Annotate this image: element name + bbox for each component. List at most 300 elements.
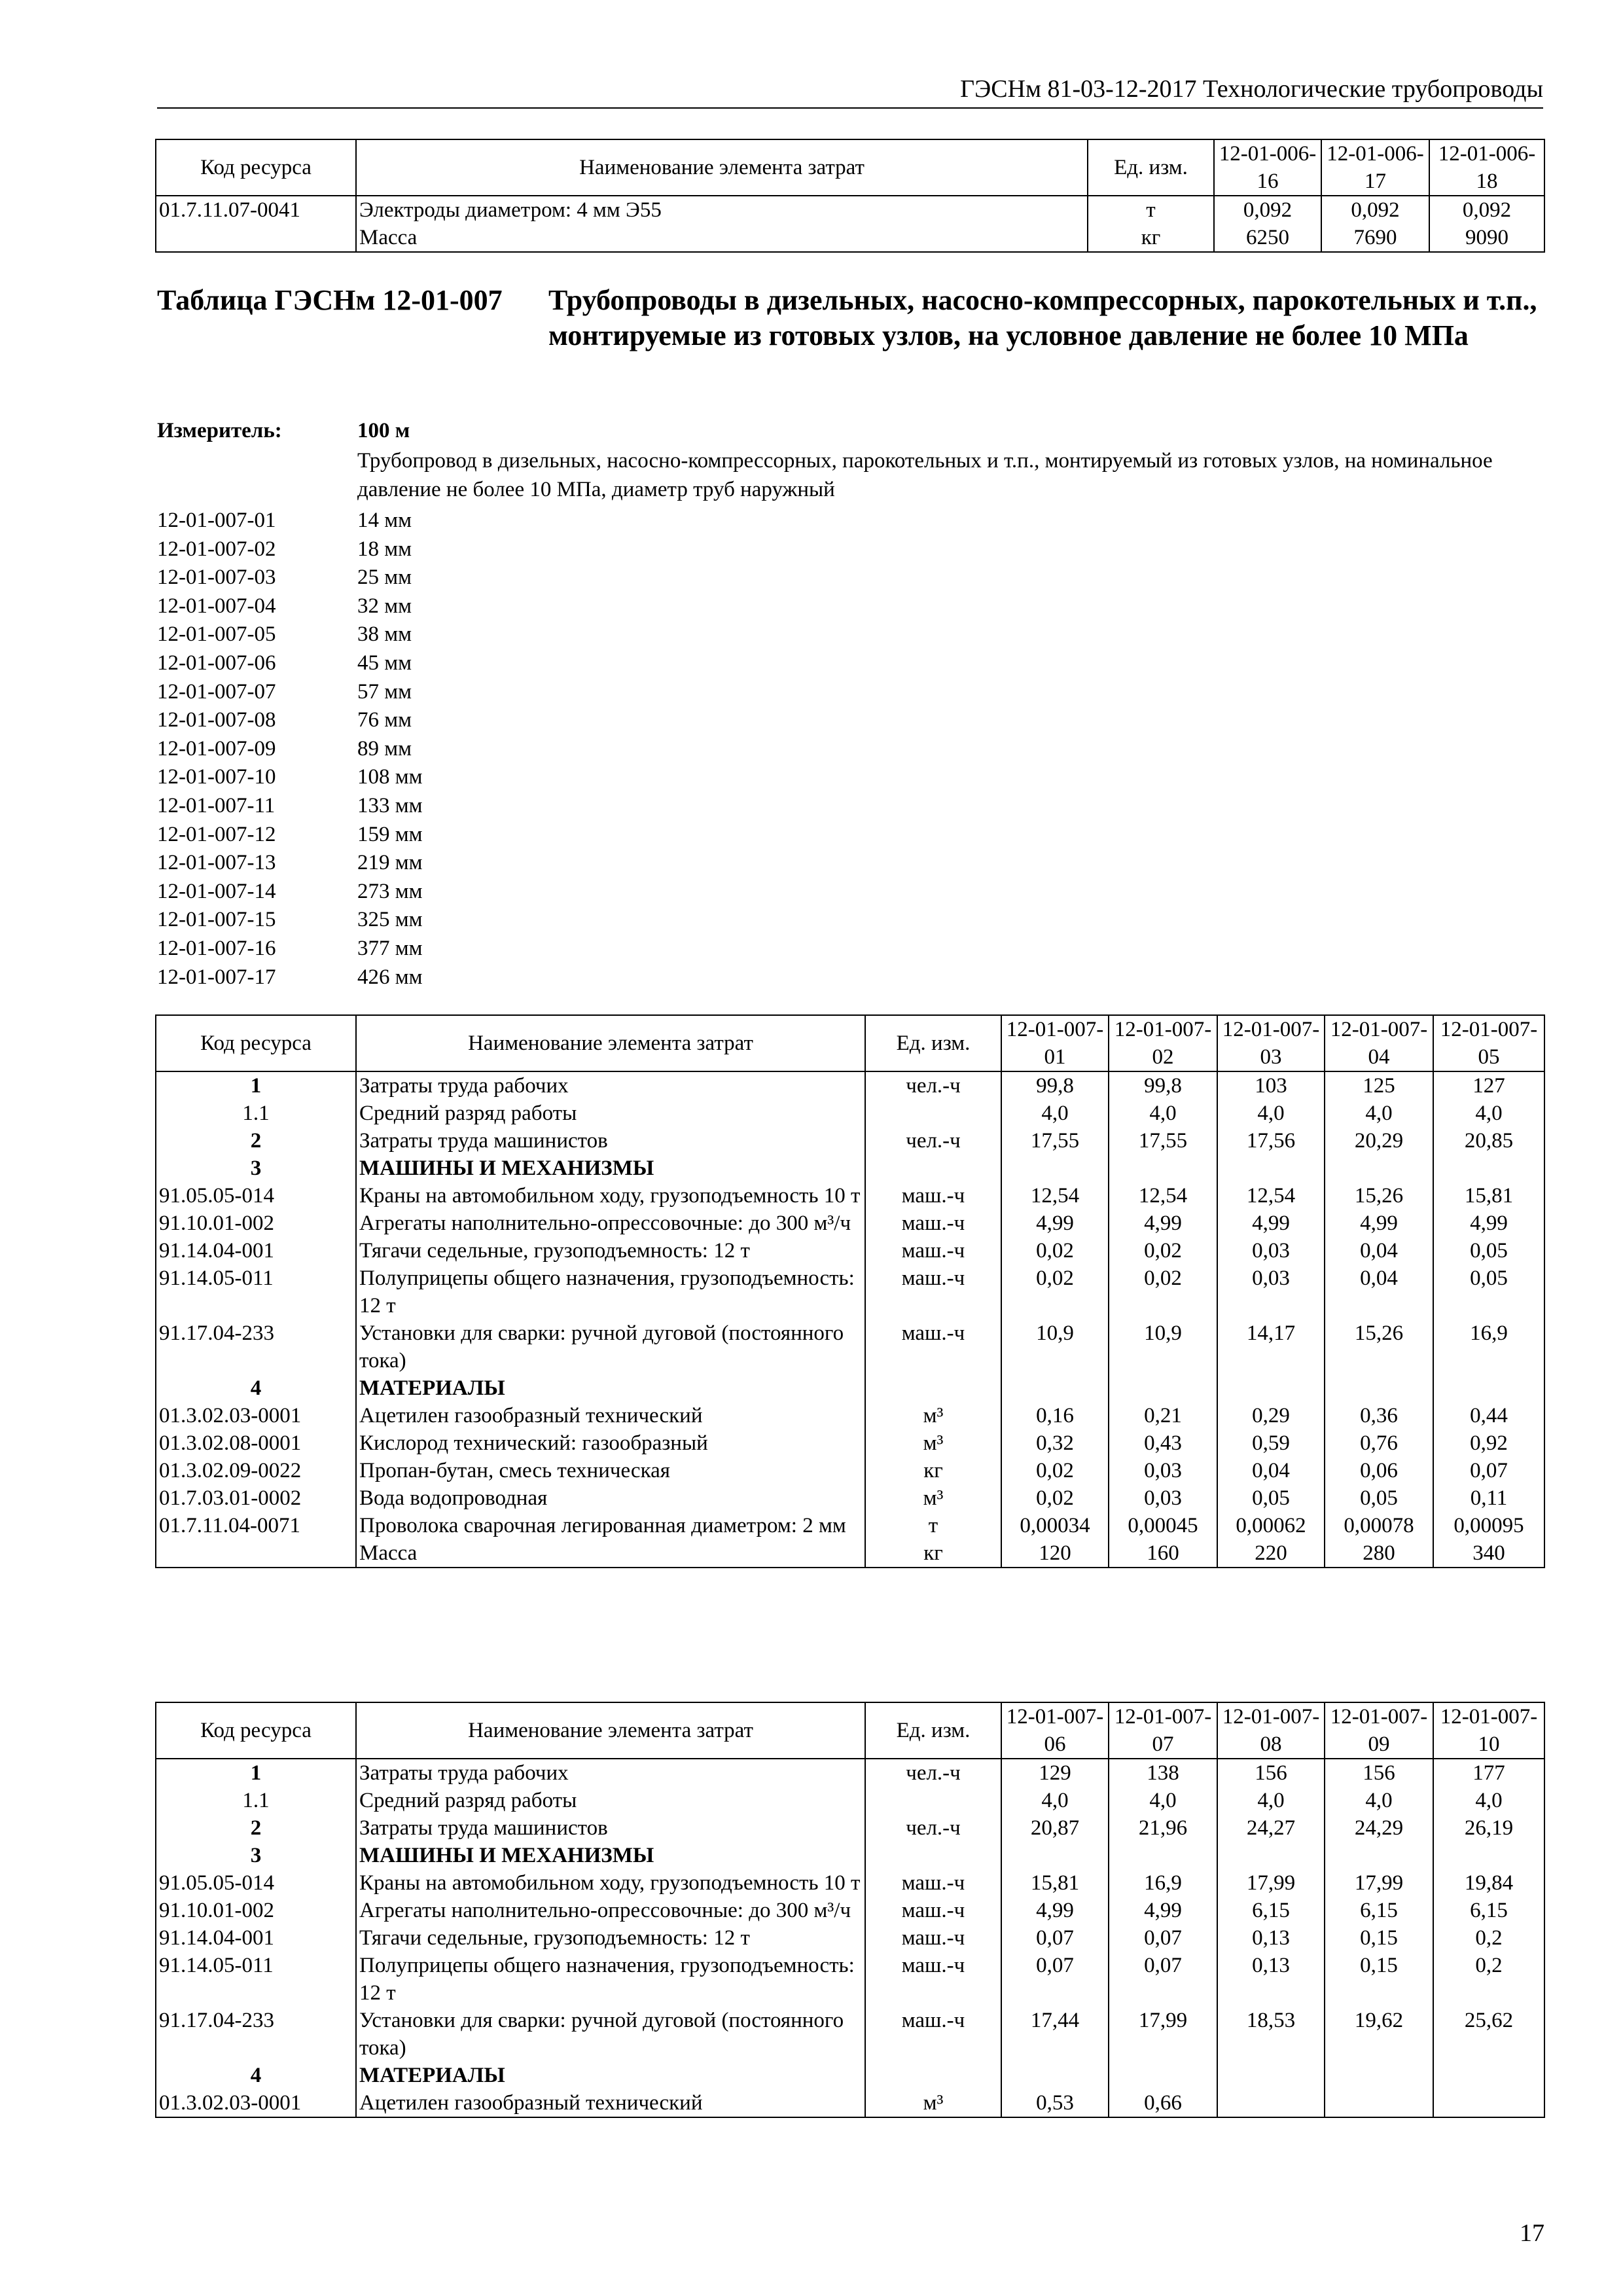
value: 17,44: [1001, 2007, 1109, 2062]
value: 0,44: [1433, 1402, 1544, 1429]
resource-code: 1.1: [156, 1787, 356, 1814]
unit: [865, 1100, 1001, 1127]
value: 0,76: [1325, 1429, 1433, 1457]
resource-code: 91.14.05-011: [156, 1265, 356, 1319]
value: 0,02: [1001, 1457, 1109, 1484]
resource-code: 91.14.04-001: [156, 1237, 356, 1265]
value: 99,8: [1109, 1071, 1217, 1100]
resource-name: Затраты труда рабочих: [356, 1071, 865, 1100]
list-item: [157, 906, 681, 935]
value: 0,15: [1325, 1924, 1433, 1952]
value: [1325, 1155, 1433, 1182]
list-item: [157, 678, 681, 707]
running-header: ГЭСНм 81-03-12-2017 Технологические трубопроводы: [960, 75, 1543, 103]
unit: маш.-ч: [865, 1237, 1001, 1265]
value: 17,55: [1001, 1127, 1109, 1155]
value: 99,8: [1001, 1071, 1109, 1100]
value: 12,54: [1001, 1182, 1109, 1210]
resource-code: 3: [156, 1842, 356, 1869]
table-row: [156, 2007, 1544, 2062]
list-item: [157, 878, 681, 906]
table-row: [156, 224, 1544, 252]
value: [1109, 2062, 1217, 2089]
value: 9090: [1429, 224, 1544, 252]
table-row: [156, 2062, 1544, 2089]
table-row: [156, 1457, 1544, 1484]
col-header: Код ресурса: [156, 1015, 356, 1071]
value: 0,2: [1433, 1924, 1544, 1952]
unit: м³: [865, 1402, 1001, 1429]
value: 0,36: [1325, 1402, 1433, 1429]
resource-code: [156, 224, 356, 252]
value: 17,55: [1109, 1127, 1217, 1155]
pipe-diameter: 57 мм: [357, 679, 412, 704]
unit: м³: [865, 1484, 1001, 1512]
resource-name: Средний разряд работы: [356, 1787, 865, 1814]
col-header: 12-01-006-16: [1214, 139, 1321, 196]
unit: маш.-ч: [865, 1869, 1001, 1897]
resource-name: Затраты труда машинистов: [356, 1814, 865, 1842]
value: 0,07: [1109, 1952, 1217, 2007]
list-item: [157, 849, 681, 878]
value: 0,00045: [1109, 1512, 1217, 1539]
unit: т: [865, 1512, 1001, 1539]
value: 6,15: [1217, 1897, 1325, 1924]
resource-name: Пропан-бутан, смесь техническая: [356, 1457, 865, 1484]
value: 0,02: [1109, 1265, 1217, 1319]
resource-name: Средний разряд работы: [356, 1100, 865, 1127]
value: 0,03: [1217, 1237, 1325, 1265]
value: [1217, 1155, 1325, 1182]
unit: маш.-ч: [865, 1182, 1001, 1210]
value: 6250: [1214, 224, 1321, 252]
measure-label: Измеритель:: [157, 419, 282, 442]
value: 20,85: [1433, 1127, 1544, 1155]
value: 4,0: [1433, 1100, 1544, 1127]
value: 340: [1433, 1539, 1544, 1568]
value: 16,9: [1433, 1319, 1544, 1374]
value: 156: [1217, 1759, 1325, 1787]
value: 0,07: [1433, 1457, 1544, 1484]
value: 4,0: [1217, 1787, 1325, 1814]
resource-name: Проволока сварочная легированная диаметром: 2 мм: [356, 1512, 865, 1539]
measure-unit: 100 м: [357, 419, 410, 442]
resource-name: Ацетилен газообразный технический: [356, 2089, 865, 2117]
value: [1217, 1842, 1325, 1869]
value: 0,03: [1109, 1457, 1217, 1484]
value: [1325, 1374, 1433, 1402]
pipe-diameter: 76 мм: [357, 708, 412, 732]
value: 24,27: [1217, 1814, 1325, 1842]
table-row: [156, 196, 1544, 224]
unit: [865, 2062, 1001, 2089]
unit: [865, 1155, 1001, 1182]
list-item: [157, 507, 681, 535]
unit: кг: [865, 1457, 1001, 1484]
value: 0,03: [1109, 1484, 1217, 1512]
resource-name: Установки для сварки: ручной дуговой (постоянного тока): [356, 2007, 865, 2062]
table-row: [156, 2089, 1544, 2117]
norm-code: 12-01-007-08: [157, 708, 276, 732]
pipe-diameter: 159 мм: [357, 822, 423, 846]
resource-name: Агрегаты наполнительно-опрессовочные: до 300 м³/ч: [356, 1210, 865, 1237]
pipe-diameter: 273 мм: [357, 879, 423, 903]
norm-code: 12-01-007-09: [157, 736, 276, 761]
resource-name: Тягачи седельные, грузоподъемность: 12 т: [356, 1924, 865, 1952]
resource-code: 91.17.04-233: [156, 2007, 356, 2062]
value: 25,62: [1433, 2007, 1544, 2062]
value: 4,99: [1001, 1897, 1109, 1924]
value: 0,07: [1001, 1952, 1109, 2007]
norm-code: 12-01-007-01: [157, 509, 276, 532]
value: 6,15: [1433, 1897, 1544, 1924]
value: 120: [1001, 1539, 1109, 1568]
col-header: Наименование элемента затрат: [356, 1702, 865, 1759]
value: 0,2: [1433, 1952, 1544, 2007]
resource-name: Краны на автомобильном ходу, грузоподъемность 10 т: [356, 1182, 865, 1210]
norm-code: 12-01-007-02: [157, 537, 276, 561]
value: 6,15: [1325, 1897, 1433, 1924]
resource-name: Затраты труда машинистов: [356, 1127, 865, 1155]
resource-name: Электроды диаметром: 4 мм Э55: [356, 196, 1088, 224]
resource-code: 91.10.01-002: [156, 1210, 356, 1237]
value: 0,04: [1217, 1457, 1325, 1484]
col-header: 12-01-007-05: [1433, 1015, 1544, 1071]
measure-description: Трубопровод в дизельных, насосно-компрессорных, парокотельных и т.п., монтируемый из готовых узлов, на номинальное давление не более 10 МПа, диаметр труб наружный: [357, 449, 1493, 501]
col-header: 12-01-007-10: [1433, 1702, 1544, 1759]
value: 125: [1325, 1071, 1433, 1100]
resource-name: МАШИНЫ И МЕХАНИЗМЫ: [356, 1842, 865, 1869]
resource-code: 1.1: [156, 1100, 356, 1127]
value: 0,16: [1001, 1402, 1109, 1429]
value: 220: [1217, 1539, 1325, 1568]
value: 0,32: [1001, 1429, 1109, 1457]
list-item: [157, 792, 681, 821]
table-row: [156, 1512, 1544, 1539]
unit: м³: [865, 2089, 1001, 2117]
value: 0,02: [1001, 1265, 1109, 1319]
value: 4,0: [1325, 1787, 1433, 1814]
norm-code: 12-01-007-03: [157, 565, 276, 590]
value: 10,9: [1001, 1319, 1109, 1374]
table-title: [157, 283, 1544, 394]
table-row: [156, 1484, 1544, 1512]
value: 16,9: [1109, 1869, 1217, 1897]
resource-code: 91.05.05-014: [156, 1869, 356, 1897]
value: [1109, 1374, 1217, 1402]
value: [1109, 1842, 1217, 1869]
unit: [865, 1374, 1001, 1402]
list-item: [157, 706, 681, 735]
resource-code: 91.05.05-014: [156, 1182, 356, 1210]
unit: т: [1088, 196, 1214, 224]
resource-code: [156, 1539, 356, 1568]
resource-code: 01.3.02.09-0022: [156, 1457, 356, 1484]
list-item: [157, 963, 681, 992]
resource-code: 91.17.04-233: [156, 1319, 356, 1374]
unit: [865, 1842, 1001, 1869]
resource-name: Агрегаты наполнительно-опрессовочные: до 300 м³/ч: [356, 1897, 865, 1924]
list-item: [157, 821, 681, 850]
norm-code: 12-01-007-05: [157, 622, 276, 647]
table-row: [156, 1924, 1544, 1952]
value: [1433, 2089, 1544, 2117]
value: 0,13: [1217, 1924, 1325, 1952]
resource-name: МАТЕРИАЛЫ: [356, 2062, 865, 2089]
resource-code: 1: [156, 1071, 356, 1100]
table-row: [156, 1127, 1544, 1155]
value: 21,96: [1109, 1814, 1217, 1842]
value: 4,0: [1325, 1100, 1433, 1127]
value: 14,17: [1217, 1319, 1325, 1374]
resource-name: МАШИНЫ И МЕХАНИЗМЫ: [356, 1155, 865, 1182]
unit: маш.-ч: [865, 1265, 1001, 1319]
value: 0,00095: [1433, 1512, 1544, 1539]
pipe-diameter: 133 мм: [357, 793, 423, 817]
value: 0,04: [1325, 1237, 1433, 1265]
value: 0,05: [1433, 1265, 1544, 1319]
value: 24,29: [1325, 1814, 1433, 1842]
value: 0,092: [1214, 196, 1321, 224]
unit: кг: [1088, 224, 1214, 252]
unit: маш.-ч: [865, 2007, 1001, 2062]
value: 4,0: [1109, 1787, 1217, 1814]
pipe-diameter: 38 мм: [357, 622, 412, 647]
table-row: [156, 1210, 1544, 1237]
resource-table-a: [155, 1014, 1545, 1568]
value: [1001, 2062, 1109, 2089]
value: [1433, 1842, 1544, 1869]
resource-table-b: [155, 1702, 1545, 2118]
value: 0,13: [1217, 1952, 1325, 2007]
unit: маш.-ч: [865, 1210, 1001, 1237]
list-item: [157, 620, 681, 649]
table-row: [156, 1814, 1544, 1842]
value: 0,06: [1325, 1457, 1433, 1484]
value: 0,59: [1217, 1429, 1325, 1457]
resource-code: 2: [156, 1127, 356, 1155]
col-header: 12-01-007-06: [1001, 1702, 1109, 1759]
norm-code: 12-01-007-16: [157, 936, 276, 960]
resource-table-continuation: [155, 139, 1545, 253]
value: 0,29: [1217, 1402, 1325, 1429]
unit: чел.-ч: [865, 1814, 1001, 1842]
table-row: [156, 1429, 1544, 1457]
resource-name: Полуприцепы общего назначения, грузоподъемность: 12 т: [356, 1952, 865, 2007]
pipe-diameter: 18 мм: [357, 537, 412, 561]
table-row: [156, 1952, 1544, 2007]
resource-code: 91.10.01-002: [156, 1897, 356, 1924]
value: 4,99: [1217, 1210, 1325, 1237]
value: 0,05: [1217, 1484, 1325, 1512]
col-header: 12-01-007-08: [1217, 1702, 1325, 1759]
list-item: [157, 763, 681, 792]
page-number: 17: [1520, 2219, 1544, 2247]
norm-code: 12-01-007-13: [157, 851, 276, 875]
resource-code: 01.3.02.08-0001: [156, 1429, 356, 1457]
resource-name: Затраты труда рабочих: [356, 1759, 865, 1787]
value: [1001, 1842, 1109, 1869]
list-item: [157, 649, 681, 678]
pipe-diameter: 219 мм: [357, 851, 423, 875]
table-row: [156, 1100, 1544, 1127]
resource-name: Масса: [356, 1539, 865, 1568]
value: 0,15: [1325, 1952, 1433, 2007]
table-row: [156, 1374, 1544, 1402]
norm-code: 12-01-007-15: [157, 908, 276, 932]
resource-code: 91.14.05-011: [156, 1952, 356, 2007]
value: 20,87: [1001, 1814, 1109, 1842]
value: [1001, 1374, 1109, 1402]
table-row: [156, 1155, 1544, 1182]
value: 4,99: [1109, 1897, 1217, 1924]
value: 26,19: [1433, 1814, 1544, 1842]
resource-code: 01.3.02.03-0001: [156, 2089, 356, 2117]
value: [1217, 1374, 1325, 1402]
pipe-diameter: 14 мм: [357, 509, 412, 532]
value: [1325, 2062, 1433, 2089]
value: 4,0: [1109, 1100, 1217, 1127]
value: 15,81: [1001, 1869, 1109, 1897]
value: 0,53: [1001, 2089, 1109, 2117]
resource-name: Кислород технический: газообразный: [356, 1429, 865, 1457]
resource-name: Установки для сварки: ручной дуговой (постоянного тока): [356, 1319, 865, 1374]
norm-code: 12-01-007-11: [157, 793, 276, 817]
col-header: 12-01-007-03: [1217, 1015, 1325, 1071]
unit: чел.-ч: [865, 1759, 1001, 1787]
table-row: [156, 1539, 1544, 1568]
col-header: 12-01-007-01: [1001, 1015, 1109, 1071]
resource-name: Вода водопроводная: [356, 1484, 865, 1512]
list-item: [157, 535, 681, 564]
value: 160: [1109, 1539, 1217, 1568]
unit: кг: [865, 1539, 1001, 1568]
value: 0,00078: [1325, 1512, 1433, 1539]
resource-name: Краны на автомобильном ходу, грузоподъемность 10 т: [356, 1869, 865, 1897]
resource-code: 01.7.11.04-0071: [156, 1512, 356, 1539]
table-row: [156, 1182, 1544, 1210]
header-rule: [157, 107, 1543, 109]
value: [1109, 1155, 1217, 1182]
table-row: [156, 1869, 1544, 1897]
value: [1325, 1842, 1433, 1869]
value: 0,04: [1325, 1265, 1433, 1319]
value: 4,0: [1433, 1787, 1544, 1814]
value: 280: [1325, 1539, 1433, 1568]
value: 0,02: [1001, 1237, 1109, 1265]
value: 0,03: [1217, 1265, 1325, 1319]
col-header: Ед. изм.: [865, 1702, 1001, 1759]
resource-name: Тягачи седельные, грузоподъемность: 12 т: [356, 1237, 865, 1265]
pipe-diameter: 45 мм: [357, 651, 412, 675]
col-header: Код ресурса: [156, 1702, 356, 1759]
table-row: [156, 1319, 1544, 1374]
value: 129: [1001, 1759, 1109, 1787]
resource-code: 1: [156, 1759, 356, 1787]
value: 17,99: [1217, 1869, 1325, 1897]
table-row: [156, 1402, 1544, 1429]
unit: маш.-ч: [865, 1924, 1001, 1952]
col-header: 12-01-007-09: [1325, 1702, 1433, 1759]
unit: [865, 1787, 1001, 1814]
value: [1325, 2089, 1433, 2117]
resource-name: МАТЕРИАЛЫ: [356, 1374, 865, 1402]
resource-code: 01.7.11.07-0041: [156, 196, 356, 224]
value: 0,00034: [1001, 1512, 1109, 1539]
value: [1433, 1155, 1544, 1182]
value: 0,05: [1433, 1237, 1544, 1265]
table-row: [156, 1071, 1544, 1100]
norm-code: 12-01-007-04: [157, 594, 276, 618]
pipe-diameter: 25 мм: [357, 565, 412, 590]
value: 19,84: [1433, 1869, 1544, 1897]
norm-code: 12-01-007-17: [157, 965, 276, 989]
col-header: 12-01-007-02: [1109, 1015, 1217, 1071]
value: 4,99: [1433, 1210, 1544, 1237]
table-row: [156, 1897, 1544, 1924]
value: 4,99: [1001, 1210, 1109, 1237]
value: 15,81: [1433, 1182, 1544, 1210]
pipe-diameter: 325 мм: [357, 908, 423, 932]
pipe-diameter: 426 мм: [357, 965, 423, 989]
value: [1433, 1374, 1544, 1402]
value: 4,99: [1325, 1210, 1433, 1237]
col-header: 12-01-007-04: [1325, 1015, 1433, 1071]
unit: маш.-ч: [865, 1952, 1001, 2007]
resource-code: 91.14.04-001: [156, 1924, 356, 1952]
value: 0,92: [1433, 1429, 1544, 1457]
table-title-label: Таблица ГЭСНм 12-01-007: [157, 284, 503, 316]
col-header: Ед. изм.: [865, 1015, 1001, 1071]
value: 0,02: [1109, 1237, 1217, 1265]
col-header: Ед. изм.: [1088, 139, 1214, 196]
norm-code: 12-01-007-12: [157, 822, 276, 846]
unit: маш.-ч: [865, 1897, 1001, 1924]
value: 4,0: [1217, 1100, 1325, 1127]
col-header: Наименование элемента затрат: [356, 1015, 865, 1071]
value: 0,05: [1325, 1484, 1433, 1512]
resource-code: 01.7.03.01-0002: [156, 1484, 356, 1512]
table-row: [156, 1787, 1544, 1814]
resource-code: 4: [156, 2062, 356, 2089]
table-title-text: Трубопроводы в дизельных, насосно-компрессорных, парокотельных и т.п., монтируемые из готовых узлов, на условное давление не более 10 МПа: [548, 284, 1537, 351]
resource-code: 01.3.02.03-0001: [156, 1402, 356, 1429]
value: 4,0: [1001, 1100, 1109, 1127]
value: 0,00062: [1217, 1512, 1325, 1539]
resource-name: Ацетилен газообразный технический: [356, 1402, 865, 1429]
table-row: [156, 1237, 1544, 1265]
code-list: [157, 507, 681, 992]
value: 4,99: [1109, 1210, 1217, 1237]
value: 0,21: [1109, 1402, 1217, 1429]
value: 0,43: [1109, 1429, 1217, 1457]
value: 17,99: [1325, 1869, 1433, 1897]
value: 17,56: [1217, 1127, 1325, 1155]
norm-code: 12-01-007-07: [157, 679, 276, 704]
unit: чел.-ч: [865, 1071, 1001, 1100]
value: 10,9: [1109, 1319, 1217, 1374]
value: 18,53: [1217, 2007, 1325, 2062]
resource-code: 2: [156, 1814, 356, 1842]
pipe-diameter: 377 мм: [357, 936, 423, 960]
unit: м³: [865, 1429, 1001, 1457]
resource-code: 3: [156, 1155, 356, 1182]
value: 19,62: [1325, 2007, 1433, 2062]
value: 0,07: [1109, 1924, 1217, 1952]
value: 17,99: [1109, 2007, 1217, 2062]
pipe-diameter: 89 мм: [357, 736, 412, 761]
value: [1433, 2062, 1544, 2089]
